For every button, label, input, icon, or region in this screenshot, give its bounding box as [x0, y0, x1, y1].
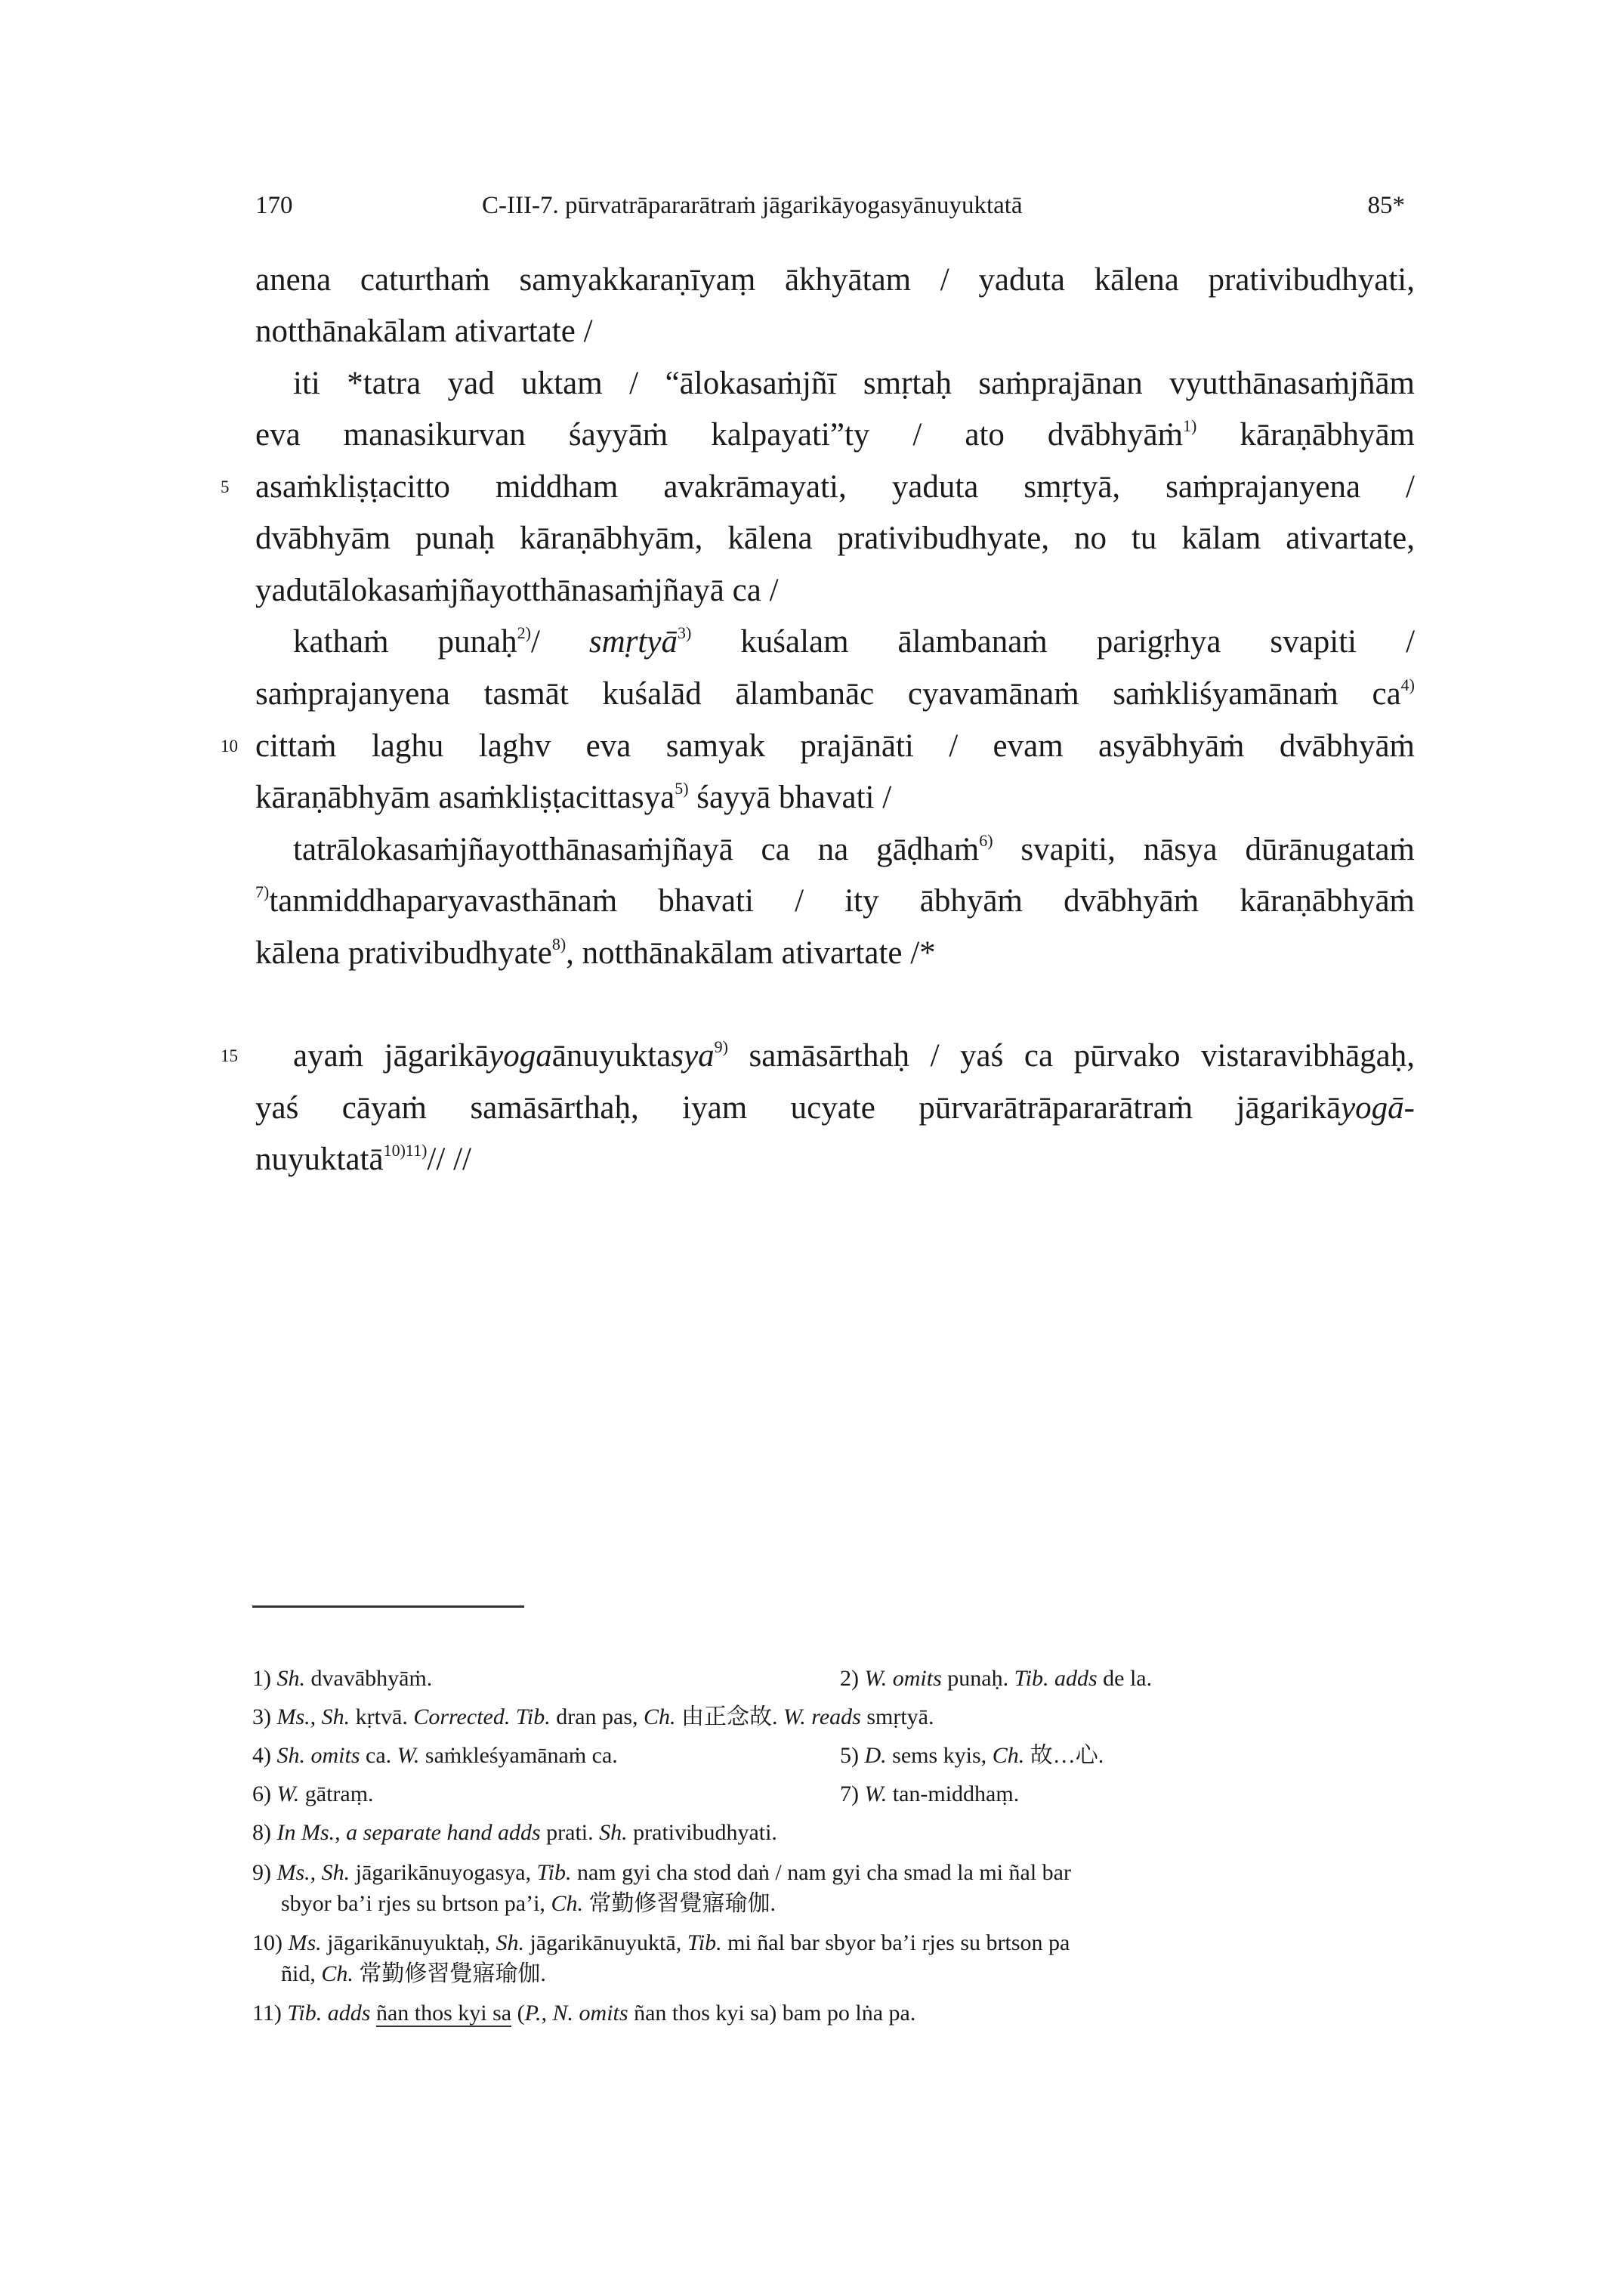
footnote-ref-8: 8) — [551, 935, 567, 953]
footnote-ref-5: 5) — [675, 779, 689, 798]
footnote-2: 2) W. omits punaḥ. Tib. adds de la. — [840, 1666, 1153, 1691]
text-line-5: asaṁkliṣṭacitto middham avakrāmayati, yaduta smṛtyā, saṁprajanyena / — [255, 469, 1415, 505]
footnote-10: 10) Ms. jāgarikānuyuktaḥ, Sh. jāgarikānuyuktā, Tib. mi ñal bar sbyor ba’i rjes su brtson pa — [252, 1930, 1070, 1955]
footnote-ref-1: 1) — [1183, 416, 1197, 435]
line-number-15: 15 — [221, 1046, 238, 1065]
section-reference: 85* — [1367, 192, 1405, 219]
footnote-ref-4: 4) — [1400, 675, 1415, 694]
text-line-7: yadutālokasaṁjñayotthānasaṁjñayā ca / — [255, 573, 779, 608]
text-line-1: anena caturthaṁ samyakkaraṇīyaṃ ākhyātam / yaduta kālena prativibudhyati, — [255, 262, 1415, 298]
footnote-ref-2: 2) — [517, 623, 531, 642]
footnote-ref-3: 3) — [677, 623, 692, 642]
text-line-8: kathaṁ punaḥ$^{2)}$/ smṛtyā$^{3)}$ kuśalam ālambanaṁ parigṛhya svapiti / — [293, 623, 1416, 660]
footnote-10-continued: ñid, Ch. 常勤修習覺寤瑜伽. — [281, 1961, 546, 1986]
line-number-5: 5 — [221, 477, 230, 496]
text-line-15: ayaṁ jāgarikāyogaānuyuktasya$^{9)}$ samāsārthaḥ / yaś ca pūrvako vistaravibhāgaḥ, — [293, 1037, 1415, 1074]
text-line-2: notthānakālam ativartate / — [255, 314, 593, 349]
text-line-12: tatrālokasaṁjñayotthānasaṁjñayā ca na gāḍhaṁ$^{6)}$ svapiti, nāsya dūrānugataṁ — [293, 831, 1415, 867]
text-line-16: yaś cāyaṁ samāsārthaḥ, iyam ucyate pūrvarātrāpararātraṁ jāgarikāyogā- — [255, 1090, 1415, 1126]
text-line-17: nuyuktatā$^{10)11)}$// // — [255, 1141, 471, 1177]
footnote-11: 11) Tib. adds ñan thos kyi sa (P., N. omits ñan thos kyi sa) bam po lṅa pa. — [252, 2001, 916, 2026]
text-line-10: cittaṁ laghu laghv eva samyak prajānāti / evam asyābhyāṁ dvābhyāṁ — [255, 728, 1415, 764]
text-line-11: kāraṇābhyām asaṁkliṣṭacittasya$^{5)}$ śayyā bhavati / — [255, 779, 892, 815]
text-line-6: dvābhyām punaḥ kāraṇābhyām, kālena prativibudhyate, no tu kālam ativartate, — [255, 521, 1415, 556]
footnote-3: 3) Ms., Sh. kṛtvā. Corrected. Tib. dran pas, Ch. 由正念故. W. reads smṛtyā. — [252, 1704, 934, 1729]
page-number: 170 — [255, 192, 293, 219]
footnote-ref-7: 7) — [255, 882, 270, 901]
footnote-ref-6: 6) — [979, 831, 993, 850]
footnote-divider — [252, 1605, 524, 1608]
text-line-9: saṁprajanyena tasmāt kuśalād ālambanāc cyavamānaṁ saṁkliśyamānaṁ $ca^{4)}$ — [255, 675, 1415, 712]
running-header — [255, 192, 1405, 230]
footnote-9-continued: sbyor ba’i rjes su brtson pa’i, Ch. 常勤修習覺寤瑜伽. — [281, 1891, 776, 1916]
running-title: C-III-7. pūrvatrāpararātraṁ jāgarikāyogasyānuyuktatā — [482, 192, 1023, 219]
footnote-ref-9: 9) — [714, 1037, 728, 1056]
footnote-4: 4) Sh. omits ca. W. saṁkleśyamānaṁ ca. — [252, 1743, 618, 1768]
text-line-4: eva manasikurvan śayyāṁ kalpayati”ty / ato dvābhyāṁ$^{1)}$ kāraṇābhyām — [255, 416, 1415, 453]
footnote-7: 7) W. tan-middhaṃ. — [840, 1781, 1020, 1806]
footnote-ref-10-11: 10)11) — [383, 1141, 428, 1160]
text-line-13: $^{7)}$tanmiddhaparyavasthānaṁ bhavati / ity ābhyāṁ dvābhyāṁ kāraṇābhyāṁ — [255, 882, 1415, 919]
footnote-8: 8) In Ms., a separate hand adds prati. Sh. prativibudhyati. — [252, 1820, 777, 1845]
footnote-5: 5) D. sems kyis, Ch. 故…心. — [840, 1743, 1104, 1768]
line-number-10: 10 — [221, 737, 238, 756]
footnote-6: 6) W. gātraṃ. — [252, 1781, 374, 1806]
footnote-1: 1) Sh. dvavābhyāṁ. — [252, 1666, 433, 1691]
footnote-9: 9) Ms., Sh. jāgarikānuyogasya, Tib. nam gyi cha stod daṅ / nam gyi cha smad la mi ñal bar — [252, 1860, 1071, 1885]
text-line-3: iti *tatra yad uktam / “ālokasaṁjñī smṛtaḥ saṁprajānan vyutthānasaṁjñām — [293, 366, 1415, 401]
text-line-14: kālena prativibudhyate$^{8)}$, notthānakālam ativartate /* — [255, 935, 936, 971]
